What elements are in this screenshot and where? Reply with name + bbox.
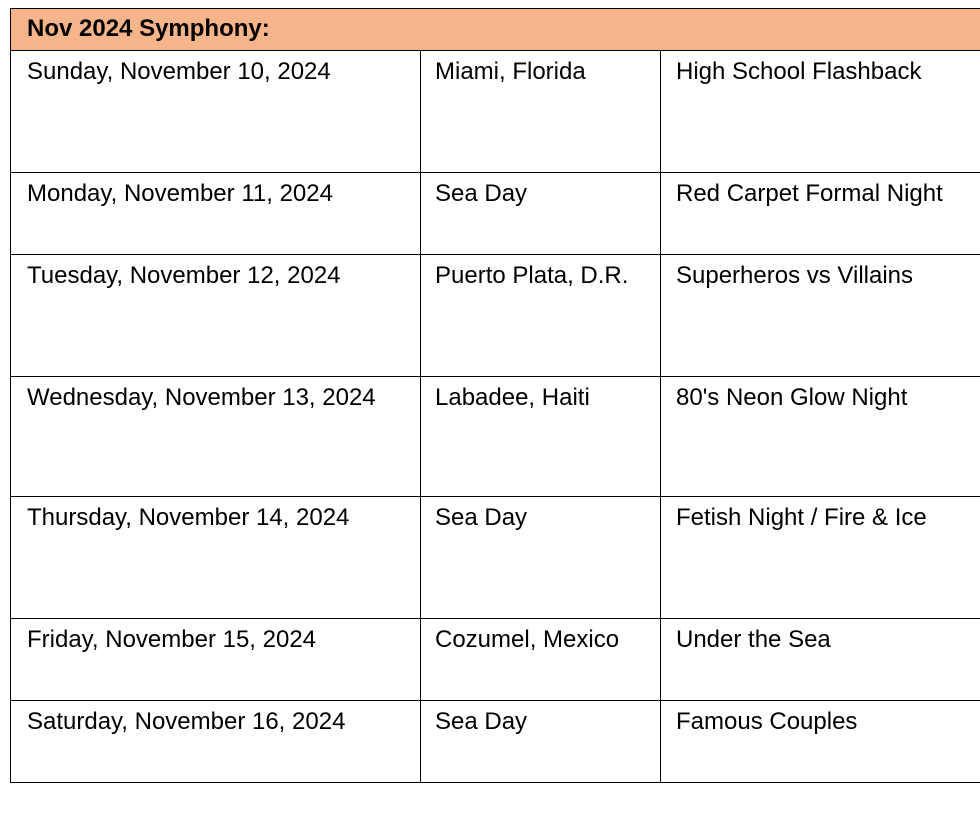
table-row [11,497,980,619]
theme-cell: High School Flashback [661,51,980,173]
theme-cell: Famous Couples [661,701,980,783]
location-cell: Miami, Florida [421,51,661,173]
table-row [11,51,980,173]
theme-cell: 80's Neon Glow Night [661,377,980,497]
location-cell: Cozumel, Mexico [421,619,661,701]
theme-cell: Fetish Night / Fire & Ice [661,497,980,619]
table-row [11,255,980,377]
theme-cell: Red Carpet Formal Night [661,173,980,255]
table-title: Nov 2024 Symphony: [11,9,980,51]
theme-cell: Under the Sea [661,619,980,701]
table-row [11,377,980,497]
date-cell: Sunday, November 10, 2024 [11,51,421,173]
location-cell: Sea Day [421,701,661,783]
location-cell: Sea Day [421,497,661,619]
location-cell: Labadee, Haiti [421,377,661,497]
date-cell: Wednesday, November 13, 2024 [11,377,421,497]
table-row [11,701,980,783]
schedule-table [10,8,980,783]
date-cell: Tuesday, November 12, 2024 [11,255,421,377]
date-cell: Saturday, November 16, 2024 [11,701,421,783]
table-row [11,619,980,701]
date-cell: Thursday, November 14, 2024 [11,497,421,619]
table-row [11,173,980,255]
date-cell: Friday, November 15, 2024 [11,619,421,701]
location-cell: Puerto Plata, D.R. [421,255,661,377]
date-cell: Monday, November 11, 2024 [11,173,421,255]
theme-cell: Superheros vs Villains [661,255,980,377]
location-cell: Sea Day [421,173,661,255]
header-row [11,9,980,51]
